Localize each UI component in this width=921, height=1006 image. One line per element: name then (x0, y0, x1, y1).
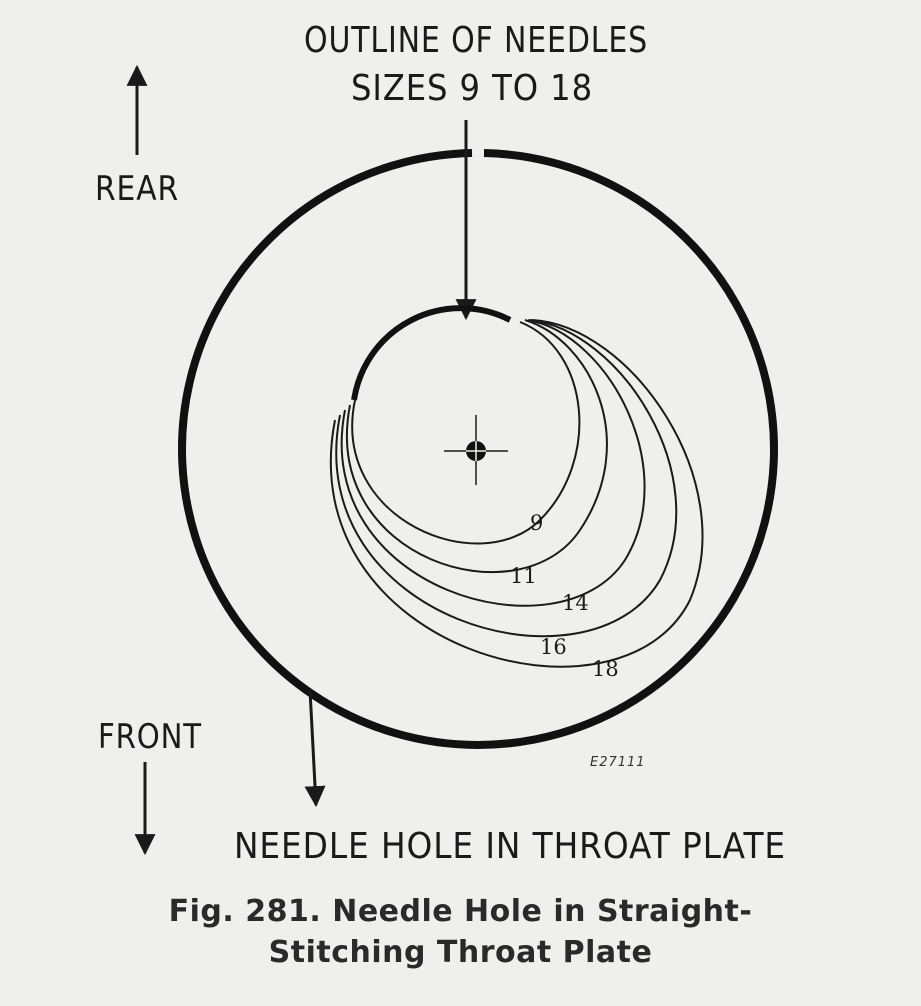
needle-outline-9 (352, 322, 579, 544)
needle-size-label-11: 11 (510, 564, 537, 588)
needle-outline-16 (336, 320, 676, 636)
needle-hole-arrow (310, 690, 316, 805)
caption-line2: Stitching Throat Plate (268, 935, 653, 970)
rear-label: REAR (95, 169, 179, 209)
needle-outlines (331, 320, 703, 667)
outline-label-line1: OUTLINE OF NEEDLES (304, 20, 648, 61)
front-label: FRONT (98, 717, 202, 757)
needle-hole-edge (354, 308, 510, 400)
outline-label-line2: SIZES 9 TO 18 (351, 68, 593, 109)
needle-size-label-9: 9 (530, 511, 544, 535)
needle-hole-label: NEEDLE HOLE IN THROAT PLATE (234, 826, 786, 867)
needle-size-label-14: 14 (562, 591, 589, 615)
center-crosshair-icon (444, 415, 508, 485)
caption-line1: Fig. 281. Needle Hole in Straight- (168, 894, 753, 929)
needle-size-label-18: 18 (592, 657, 619, 681)
needle-size-label-16: 16 (540, 635, 567, 659)
needle-outline-14 (342, 320, 645, 606)
needle-outline-18 (331, 320, 703, 667)
figure-code: E27111 (590, 755, 646, 770)
